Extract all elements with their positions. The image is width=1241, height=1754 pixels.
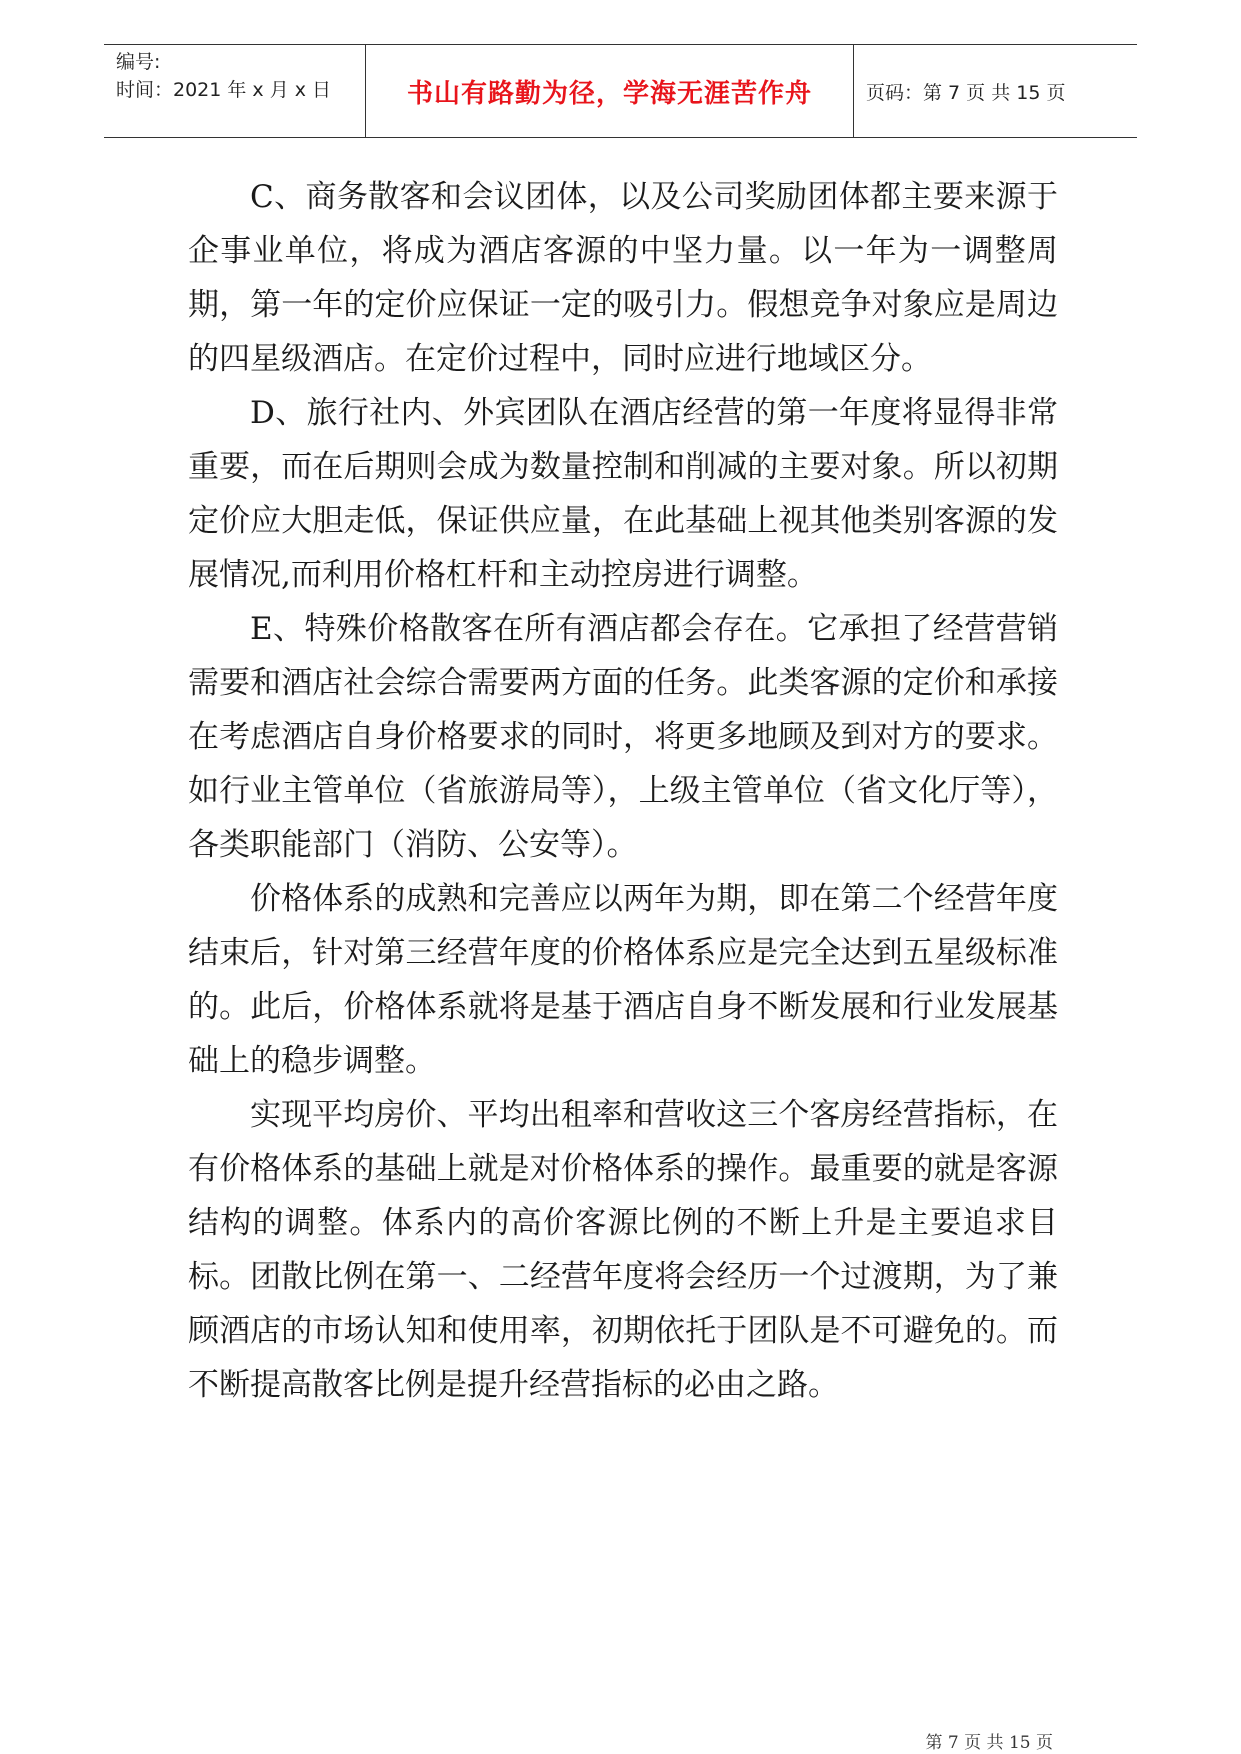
motto-text: 书山有路勤为径，学海无涯苦作舟 [406, 78, 812, 109]
page-header [104, 44, 1137, 138]
header-meta-cell [104, 45, 366, 137]
page-footer: 第 7 页 共 15 页 [925, 1733, 1053, 1753]
paragraph-price-system: 价格体系的成熟和完善应以两年为期，即在第二个经营年度结束后，针对第三经营年度的价格体系应是完全达到五星级标准的。此后，价格体系就将是基于酒店自身不断发展和行业发展基础上的稳步调整。 [188, 881, 1058, 1079]
paragraph-e: E、特殊价格散客在所有酒店都会存在。它承担了经营营销需要和酒店社会综合需要两方面的任务。此类客源的定价和承接在考虑酒店自身价格要求的同时，将更多地顾及到对方的要求。如行业主管单位（省旅游局等），上级主管单位（省文化厅等），各类职能部门（消防、公安等）。 [188, 611, 1058, 863]
paragraph-c: C、商务散客和会议团体，以及公司奖励团体都主要来源于企事业单位，将成为酒店客源的中坚力量。以一年为一调整周期，第一年的定价应保证一定的吸引力。假想竞争对象应是周边的四星级酒店。在定价过程中，同时应进行地域区分。 [188, 179, 1058, 377]
date-label: 时间：2021 年 x 月 x 日 [116, 79, 332, 101]
header-page-cell [854, 45, 1137, 137]
header-motto-cell [366, 45, 854, 137]
page-code-label: 页码：第 7 页 共 15 页 [866, 81, 1066, 104]
paragraph-operating-indicators: 实现平均房价、平均出租率和营收这三个客房经营指标，在有价格体系的基础上就是对价格体系的操作。最重要的就是客源结构的调整。体系内的高价客源比例的不断上升是主要追求目标。团散比例在第一、二经营年度将会经历一个过渡期，为了兼顾酒店的市场认知和使用率，初期依托于团队是不可避免的。而不断提高散客比例是提升经营指标的必由之路。 [188, 1097, 1058, 1403]
paragraph-d: D、旅行社内、外宾团队在酒店经营的第一年度将显得非常重要，而在后期则会成为数量控制和削减的主要对象。所以初期定价应大胆走低，保证供应量，在此基础上视其他类别客源的发展情况,而利用价格杠杆和主动控房进行调整。 [188, 395, 1058, 593]
document-body [188, 170, 1058, 1412]
serial-number-label: 编号: [116, 51, 161, 73]
